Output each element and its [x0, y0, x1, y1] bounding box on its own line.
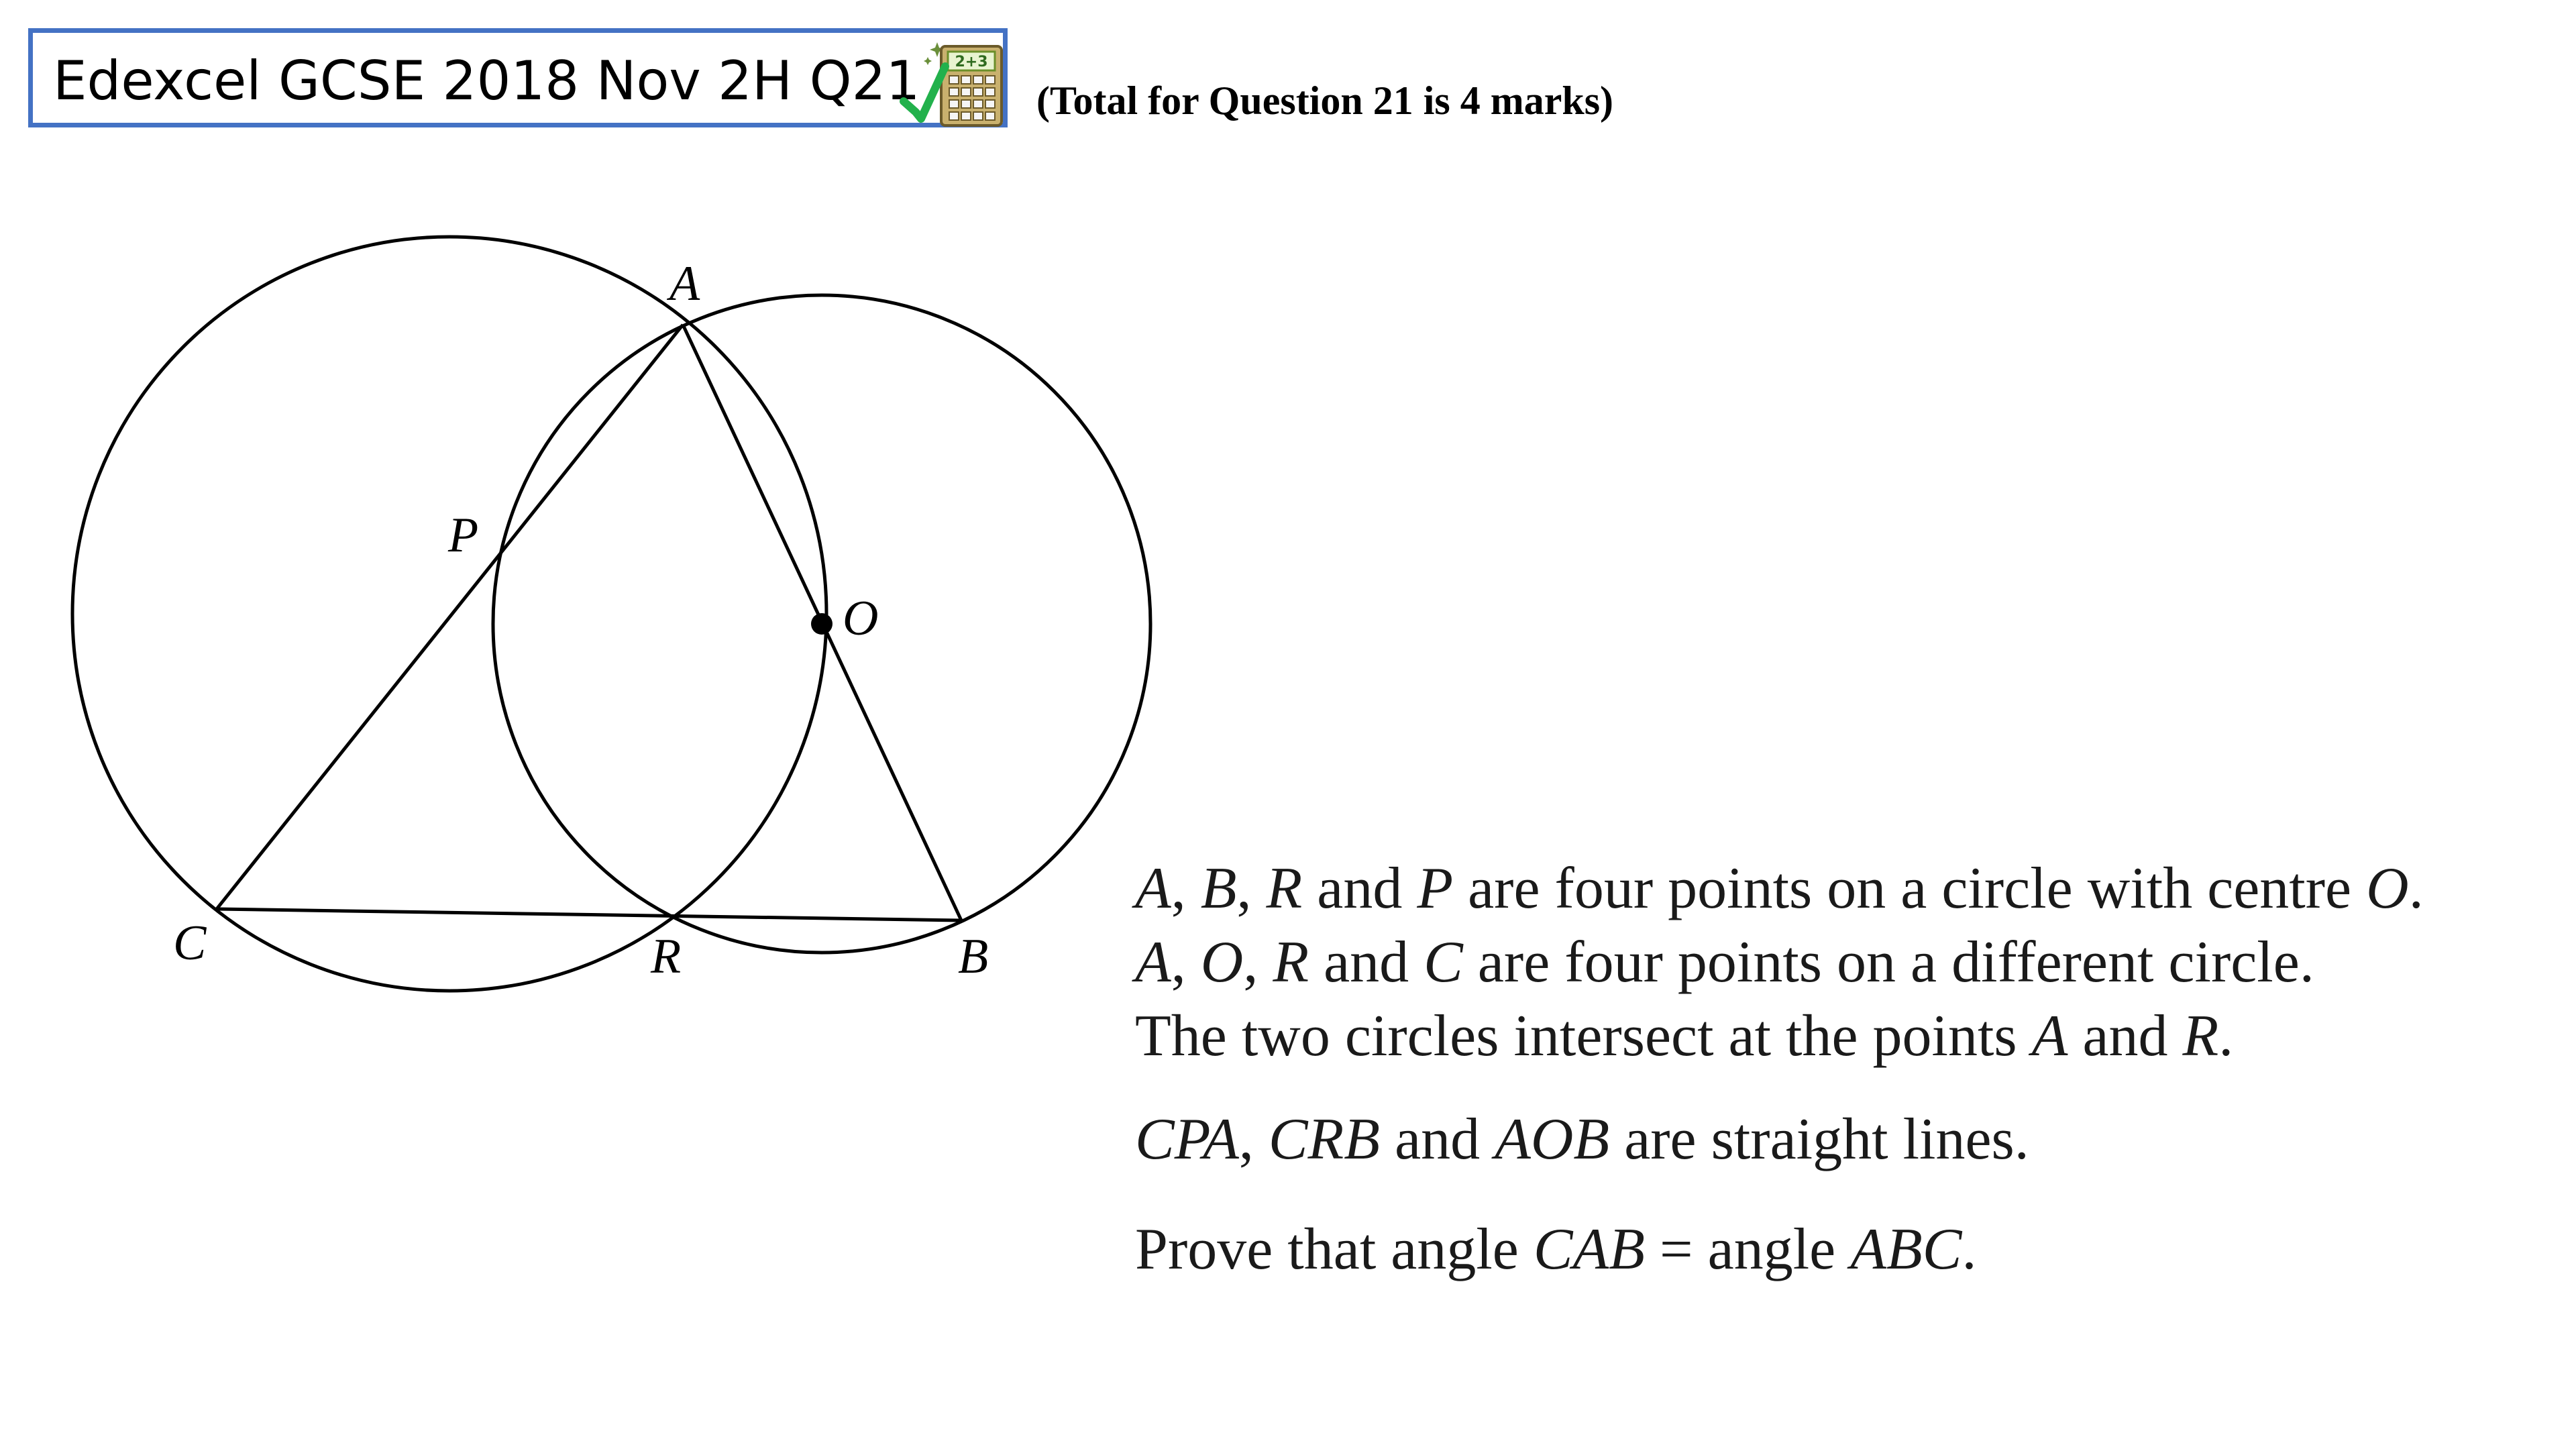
label-B: B [958, 929, 989, 984]
question-line-5: Prove that angle CAB = angle ABC. [1135, 1217, 1977, 1282]
label-O: O [843, 591, 879, 646]
total-marks: (Total for Question 21 is 4 marks) [1036, 78, 1614, 123]
question-line-4: CPA, CRB and AOB are straight lines. [1135, 1107, 2029, 1172]
circle-A-O-R-C [72, 237, 826, 991]
question-line-2: A, O, R and C are four points on a different circle. [1135, 930, 2314, 995]
question-title: Edexcel GCSE 2018 Nov 2H Q21 [53, 50, 920, 112]
question-line-3: The two circles intersect at the points A and R. [1135, 1004, 2234, 1069]
label-C: C [173, 916, 207, 971]
line-CPA [217, 325, 683, 909]
calculator-display: 2+3 [955, 54, 988, 70]
line-CRB [217, 909, 961, 920]
question-text [1135, 852, 2557, 1287]
label-A: A [669, 256, 700, 311]
question-line-1: A, B, R and P are four points on a circle with centre O. [1135, 856, 2424, 921]
centre-point-O [811, 613, 833, 635]
label-P: P [448, 508, 479, 563]
label-R: R [651, 929, 682, 984]
